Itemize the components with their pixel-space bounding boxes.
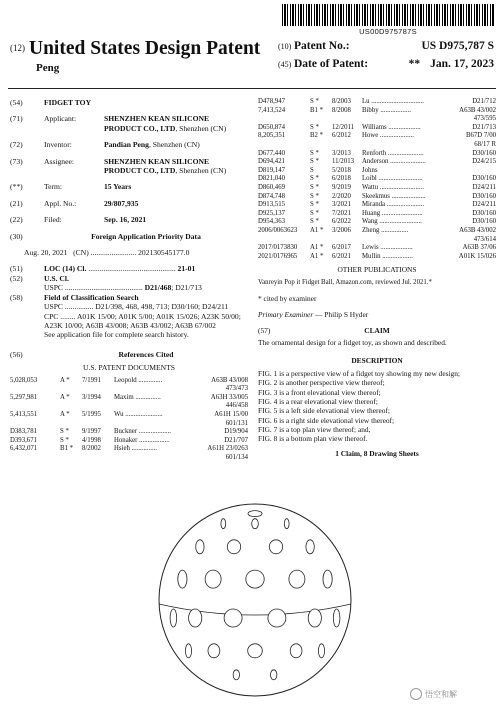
reference-cl: D24/215 — [472, 158, 496, 166]
barcode — [282, 4, 494, 26]
figure-description: FIG. 1 is a perspective view of a fidget toy showing my new design; — [258, 369, 460, 379]
reference-kd: B2 * — [310, 132, 324, 140]
header-code-45: (45) — [278, 60, 292, 69]
reference-subclass: 68/17 R — [474, 140, 496, 148]
reference-cl: A63B 43/002 — [459, 226, 496, 234]
field-code: (57) — [258, 326, 271, 336]
reference-pn: D913,515 — [258, 201, 285, 209]
claim-text: The ornamental design for a fidget toy, as shown and described. — [258, 338, 447, 348]
reference-pn: 5,297,981 — [10, 393, 38, 401]
right-column-references — [258, 98, 496, 261]
reference-kd: A * — [60, 393, 70, 401]
reference-row — [258, 201, 496, 210]
figure-description: FIG. 4 is a rear elevational view thereof; — [258, 396, 378, 406]
leader-dots: ......................................... — [64, 283, 143, 293]
search-history-note: See application file for complete search history. — [44, 330, 189, 340]
reference-pn: D819,147 — [258, 166, 285, 174]
reference-nm: Johns — [362, 166, 378, 174]
reference-row — [258, 227, 496, 236]
filed-value: Sep. 16, 2021 — [104, 215, 147, 225]
date-marker: ** — [408, 58, 421, 70]
reference-row — [258, 107, 496, 116]
inventor-surname: Peng — [36, 62, 60, 74]
ball-bubble — [233, 670, 239, 680]
reference-nm: Miranda ...................... — [362, 201, 425, 209]
reference-kd: B1 * — [310, 106, 324, 114]
reference-cl: D30/160 — [472, 209, 496, 217]
field-code: (22) — [10, 215, 23, 225]
ball-bubble — [318, 644, 324, 658]
reference-row — [10, 445, 248, 454]
other-publications-title: OTHER PUBLICATIONS — [337, 265, 417, 274]
fidget-ball-drawing — [150, 498, 360, 703]
ball-outline — [159, 504, 351, 696]
filed-label: Filed: — [44, 215, 62, 225]
reference-dt: 4/1998 — [82, 436, 101, 444]
reference-cl: A63B 43/002 — [459, 106, 496, 114]
reference-kd: S * — [60, 436, 69, 444]
field-code: (54) — [10, 98, 23, 107]
reference-dt: 7/2021 — [332, 209, 351, 217]
reference-kd: A1 * — [310, 252, 324, 260]
figure-description: FIG. 3 is a front elevational view thereof; — [258, 387, 381, 397]
inventor-location: , Shenzhen (CN) — [148, 140, 200, 150]
reference-row — [258, 244, 496, 253]
references-list-left — [10, 377, 248, 463]
ball-bubble — [196, 540, 204, 554]
reference-kd: S * — [310, 175, 319, 183]
field-code: (30) — [10, 231, 23, 241]
ball-bubble — [268, 609, 286, 627]
uspc-other-class: ; D21/713 — [171, 283, 202, 293]
field-code: (71) — [10, 114, 23, 124]
reference-dt: 3/1994 — [82, 393, 101, 401]
reference-kd: S * — [310, 149, 319, 157]
field-code: (73) — [10, 156, 23, 166]
reference-cl: A63H 33/005 — [210, 393, 248, 401]
references-list-right — [258, 98, 496, 261]
reference-cl: D30/160 — [472, 149, 496, 157]
reference-nm: Renforth ..................... — [362, 149, 424, 157]
figure-description: FIG. 8 is a bottom plan view thereof. — [258, 434, 368, 444]
reference-pn: D694,421 — [258, 158, 285, 166]
ball-bubble — [248, 511, 262, 517]
reference-kd: S * — [310, 158, 319, 166]
term-value: 15 Years — [104, 182, 132, 192]
ball-bubble — [246, 570, 264, 588]
reference-dt: 8/2002 — [82, 445, 101, 453]
reference-kd: S * — [310, 209, 319, 217]
reference-pn: D478,947 — [258, 98, 285, 105]
claim-title: CLAIM — [364, 326, 390, 336]
reference-subclass: 473/473 — [225, 385, 248, 393]
reference-pn: D393,671 — [10, 436, 37, 444]
reference-cl: D30/160 — [472, 192, 496, 200]
reference-nm: Maxim ............... — [114, 393, 161, 401]
reference-cl: A61H 15/00 — [214, 410, 248, 418]
applicant-name: SHENZHEN KEAN SILICONE PRODUCT CO., LTD — [104, 114, 210, 133]
reference-dt: 6/2021 — [332, 252, 351, 260]
patent-no-label: Patent No.: — [294, 40, 350, 52]
inventor-name: Pandian Peng — [104, 140, 149, 150]
assignee-label: Assignee: — [44, 156, 74, 166]
reference-kd: S * — [310, 98, 319, 105]
field-code: (52) — [10, 273, 23, 283]
reference-cl: D30/160 — [472, 175, 496, 183]
reference-cl: B67D 7/00 — [465, 132, 496, 140]
ball-bubble — [306, 540, 314, 554]
reference-subclass: 473/595 — [473, 115, 496, 123]
reference-nm: Wu ...................... — [114, 410, 163, 418]
inventor-label: Inventor: — [44, 140, 72, 150]
barcode-number: US00D975787S — [359, 27, 417, 36]
reference-kd: A * — [60, 376, 70, 384]
applicant-label: Applicant: — [44, 114, 77, 124]
field-code: (58) — [10, 292, 23, 302]
ball-bubble — [252, 519, 259, 529]
reference-pn: D954,363 — [258, 218, 285, 226]
ball-bubble — [323, 570, 332, 588]
reference-row — [258, 150, 496, 159]
examiner-label: Primary Examiner — [258, 309, 314, 319]
reference-dt: 5/1995 — [82, 410, 101, 418]
header-divider — [8, 88, 496, 89]
us-patent-documents-title: U.S. PATENT DOCUMENTS — [83, 363, 175, 373]
reference-row — [258, 124, 496, 133]
reference-nm: Anderson ..................... — [362, 158, 426, 166]
figure-description: FIG. 5 is a left side elevational view thereof; — [258, 406, 390, 416]
reference-nm: Huang ........................ — [362, 209, 423, 217]
ball-bubble — [170, 609, 177, 627]
ball-bubble — [248, 644, 263, 658]
reference-nm: Howe .................... — [362, 132, 414, 140]
cpc-classes: A01K 15/00; A01K 5/00; A01K 15/026; A23K 50/00; A23K 10/00; A63B 43/008; A63B 43/002; A63B 67/002 — [44, 311, 241, 330]
reference-nm: Mullin .................. — [362, 252, 413, 260]
reference-subclass: 473/614 — [473, 235, 496, 243]
reference-row — [258, 98, 496, 107]
uspc-main-class: D21/468 — [144, 283, 172, 293]
ball-bubble — [308, 609, 321, 627]
reference-dt: 11/2013 — [332, 158, 355, 166]
reference-kd: S * — [310, 192, 319, 200]
reference-nm: Wattu .......................... — [362, 183, 424, 191]
reference-dt: 6/2018 — [332, 175, 351, 183]
ball-bubble — [205, 570, 221, 588]
reference-dt: 2/2020 — [332, 192, 351, 200]
invention-title: FIDGET TOY — [44, 98, 92, 107]
reference-cl: D21/713 — [472, 123, 496, 131]
leader-dots: .............................................. — [88, 264, 176, 274]
patent-date: Jan. 17, 2023 — [430, 58, 494, 70]
search-uspc-classes: D21/398, 468, 498, 713; D30/160; D24/211 — [95, 302, 229, 312]
reference-kd: S — [310, 166, 314, 174]
loc-label: LOC (14) Cl. — [44, 264, 87, 274]
reference-pn: 2006/0063623 — [258, 226, 298, 234]
reference-cl: D21/707 — [224, 436, 248, 444]
reference-row — [258, 158, 496, 167]
reference-dt: 9/2019 — [332, 183, 351, 191]
reference-kd: A * — [60, 410, 70, 418]
references-title: References Cited — [118, 349, 174, 359]
appl-no-value: 29/807,935 — [104, 198, 139, 208]
reference-dt: 3/2013 — [332, 149, 351, 157]
wechat-icon — [410, 688, 422, 700]
reference-pn: D925,137 — [258, 209, 285, 217]
field-code: (**) — [10, 182, 23, 192]
ball-bubble — [271, 670, 277, 680]
assignee-name: SHENZHEN KEAN SILICONE PRODUCT CO., LTD — [104, 156, 210, 176]
reference-dt: 6/2012 — [332, 132, 351, 140]
field-of-search-title: Field of Classification Search — [44, 292, 139, 302]
figure-description: FIG. 6 is a right side elevational view thereof; — [258, 415, 395, 425]
reference-row — [258, 193, 496, 202]
reference-dt: 6/2017 — [332, 244, 351, 252]
term-label: Term: — [44, 182, 63, 192]
reference-dt: 8/2008 — [332, 106, 351, 114]
reference-kd: S * — [60, 428, 69, 436]
reference-cl: A01K 15/026 — [458, 252, 496, 260]
reference-dt: 3/2006 — [332, 226, 351, 234]
uspc-label: USPC — [44, 283, 63, 293]
leader-dots: ............... — [64, 302, 94, 312]
reference-nm: Hsieh ............... — [114, 445, 158, 453]
reference-kd: A1 * — [310, 226, 324, 234]
reference-kd: A1 * — [310, 244, 324, 252]
reference-dt: 3/2021 — [332, 201, 351, 209]
reference-nm: Lewis ................... — [362, 244, 413, 252]
field-code: (51) — [10, 264, 23, 274]
figure-descriptions — [258, 369, 496, 443]
description-title: DESCRIPTION — [351, 355, 403, 365]
reference-nm: Wang ......................... — [362, 218, 422, 226]
reference-subclass: 601/131 — [225, 419, 248, 427]
reference-nm: Williams ................... — [362, 123, 421, 131]
reference-cl: D19/904 — [224, 428, 248, 436]
reference-subclass: 446/458 — [225, 402, 248, 410]
reference-cl: A61H 23/0263 — [207, 445, 248, 453]
ball-bubble — [290, 644, 302, 658]
reference-row — [258, 175, 496, 184]
reference-kd: S * — [310, 183, 319, 191]
reference-pn: D677,440 — [258, 149, 285, 157]
field-code: (72) — [10, 140, 23, 150]
reference-nm: Bibby .................. — [362, 106, 411, 114]
reference-pn: 5,028,053 — [10, 376, 38, 384]
ball-bubble — [289, 570, 305, 588]
header-code-10: (10) — [278, 42, 292, 51]
figure-description: FIG. 2 is another perspective view thereof; — [258, 378, 385, 388]
examiner-name: — Philip S Hyder — [313, 309, 369, 319]
reference-cl: D30/160 — [472, 218, 496, 226]
reference-row — [10, 437, 248, 446]
other-publication: Vanreyin Pop it Fidget Ball, Amazon.com, reviewed Jul. 2021.* — [258, 279, 432, 287]
ball-bubble — [224, 609, 242, 627]
us-cl-label: U.S. Cl. — [44, 273, 69, 283]
reference-nm: Loibl .......................... — [362, 175, 423, 183]
reference-row — [258, 132, 496, 141]
reference-pn: 8,205,351 — [258, 132, 286, 140]
right-column-body — [258, 265, 496, 459]
reference-row — [10, 411, 248, 420]
reference-row — [10, 394, 248, 403]
figure-description: FIG. 7 is a top plan view thereof; and, — [258, 424, 371, 434]
ball-bubble — [284, 519, 289, 529]
reference-subclass: 601/134 — [225, 453, 248, 461]
foreign-priority-title: Foreign Application Priority Data — [91, 231, 201, 241]
reference-pn: D821,040 — [258, 175, 285, 183]
ball-bubble — [227, 540, 240, 554]
reference-row — [10, 377, 248, 386]
patent-id-block — [278, 40, 494, 76]
reference-row — [258, 253, 496, 262]
reference-cl: D24/211 — [472, 183, 496, 191]
appl-no-label: Appl. No.: — [44, 198, 77, 208]
reference-pn: 6,432,071 — [10, 445, 38, 453]
search-uspc-label: USPC — [44, 302, 63, 312]
reference-kd: S * — [310, 201, 319, 209]
patent-type-title — [10, 38, 260, 60]
patent-type: United States Design Patent — [29, 38, 261, 59]
reference-row — [258, 218, 496, 227]
reference-row — [10, 428, 248, 437]
reference-dt: 6/2022 — [332, 218, 351, 226]
applicant-location: , Shenzhen (CN) — [175, 123, 227, 133]
reference-row — [258, 167, 496, 176]
reference-nm: Leopold .............. — [114, 376, 163, 384]
claims-summary: 1 Claim, 8 Drawing Sheets — [335, 449, 419, 459]
reference-dt: 7/1991 — [82, 376, 101, 384]
cited-by-examiner: * cited by examiner — [258, 293, 317, 303]
reference-dt: 12/2011 — [332, 123, 355, 131]
header-code-12: (12) — [10, 43, 25, 53]
reference-dt: 8/2003 — [332, 98, 351, 105]
reference-pn: 2021/0176965 — [258, 252, 298, 260]
reference-kd: B1 * — [60, 445, 74, 453]
reference-pn: D874,748 — [258, 192, 285, 200]
field-code: (21) — [10, 198, 23, 208]
reference-pn: 5,413,551 — [10, 410, 38, 418]
ball-bubble — [269, 540, 282, 554]
watermark — [410, 688, 457, 700]
cpc-label: CPC — [44, 311, 59, 321]
reference-cl: D21/712 — [472, 98, 496, 105]
reference-cl: A63B 43/008 — [211, 376, 248, 384]
ball-bubble — [221, 519, 226, 529]
reference-nm: Lu ............................... — [362, 98, 424, 105]
patent-number: US D975,787 S — [421, 40, 494, 52]
ball-bubble — [208, 644, 220, 658]
reference-pn: D650,874 — [258, 123, 285, 131]
leader-dots: ........ — [60, 311, 76, 321]
reference-dt: 9/1997 — [82, 428, 101, 436]
ball-bubble — [333, 609, 340, 627]
date-label: Date of Patent: — [294, 58, 369, 70]
reference-dt: 5/2018 — [332, 166, 351, 174]
reference-kd: S * — [310, 123, 319, 131]
reference-pn: D383,781 — [10, 428, 37, 436]
reference-nm: Honaker .................. — [114, 436, 170, 444]
reference-pn: 7,413,524 — [258, 106, 286, 114]
loc-value: 21-01 — [177, 264, 196, 274]
left-column — [10, 98, 248, 462]
reference-pn: 2017/0173830 — [258, 244, 298, 252]
reference-cl: A63B 37/06 — [462, 244, 496, 252]
watermark-text: 悟空和解 — [425, 689, 457, 699]
ball-bubble — [185, 644, 191, 658]
reference-nm: Buckner ................... — [114, 428, 172, 436]
reference-kd: S * — [310, 218, 319, 226]
ball-bubble — [189, 609, 202, 627]
reference-nm: Zheng ................ — [362, 226, 409, 234]
ball-bubble — [178, 570, 187, 588]
reference-cl: D24/211 — [472, 201, 496, 209]
foreign-priority-row: Aug. 20, 2021 (CN) ........................ 202130545177.0 — [24, 248, 190, 258]
reference-row — [258, 184, 496, 193]
reference-pn: D860,469 — [258, 183, 285, 191]
reference-nm: Skeekmus .................... — [362, 192, 426, 200]
field-code: (56) — [10, 349, 23, 359]
reference-row — [258, 210, 496, 219]
assignee-location: , Shenzhen (CN) — [175, 166, 227, 176]
